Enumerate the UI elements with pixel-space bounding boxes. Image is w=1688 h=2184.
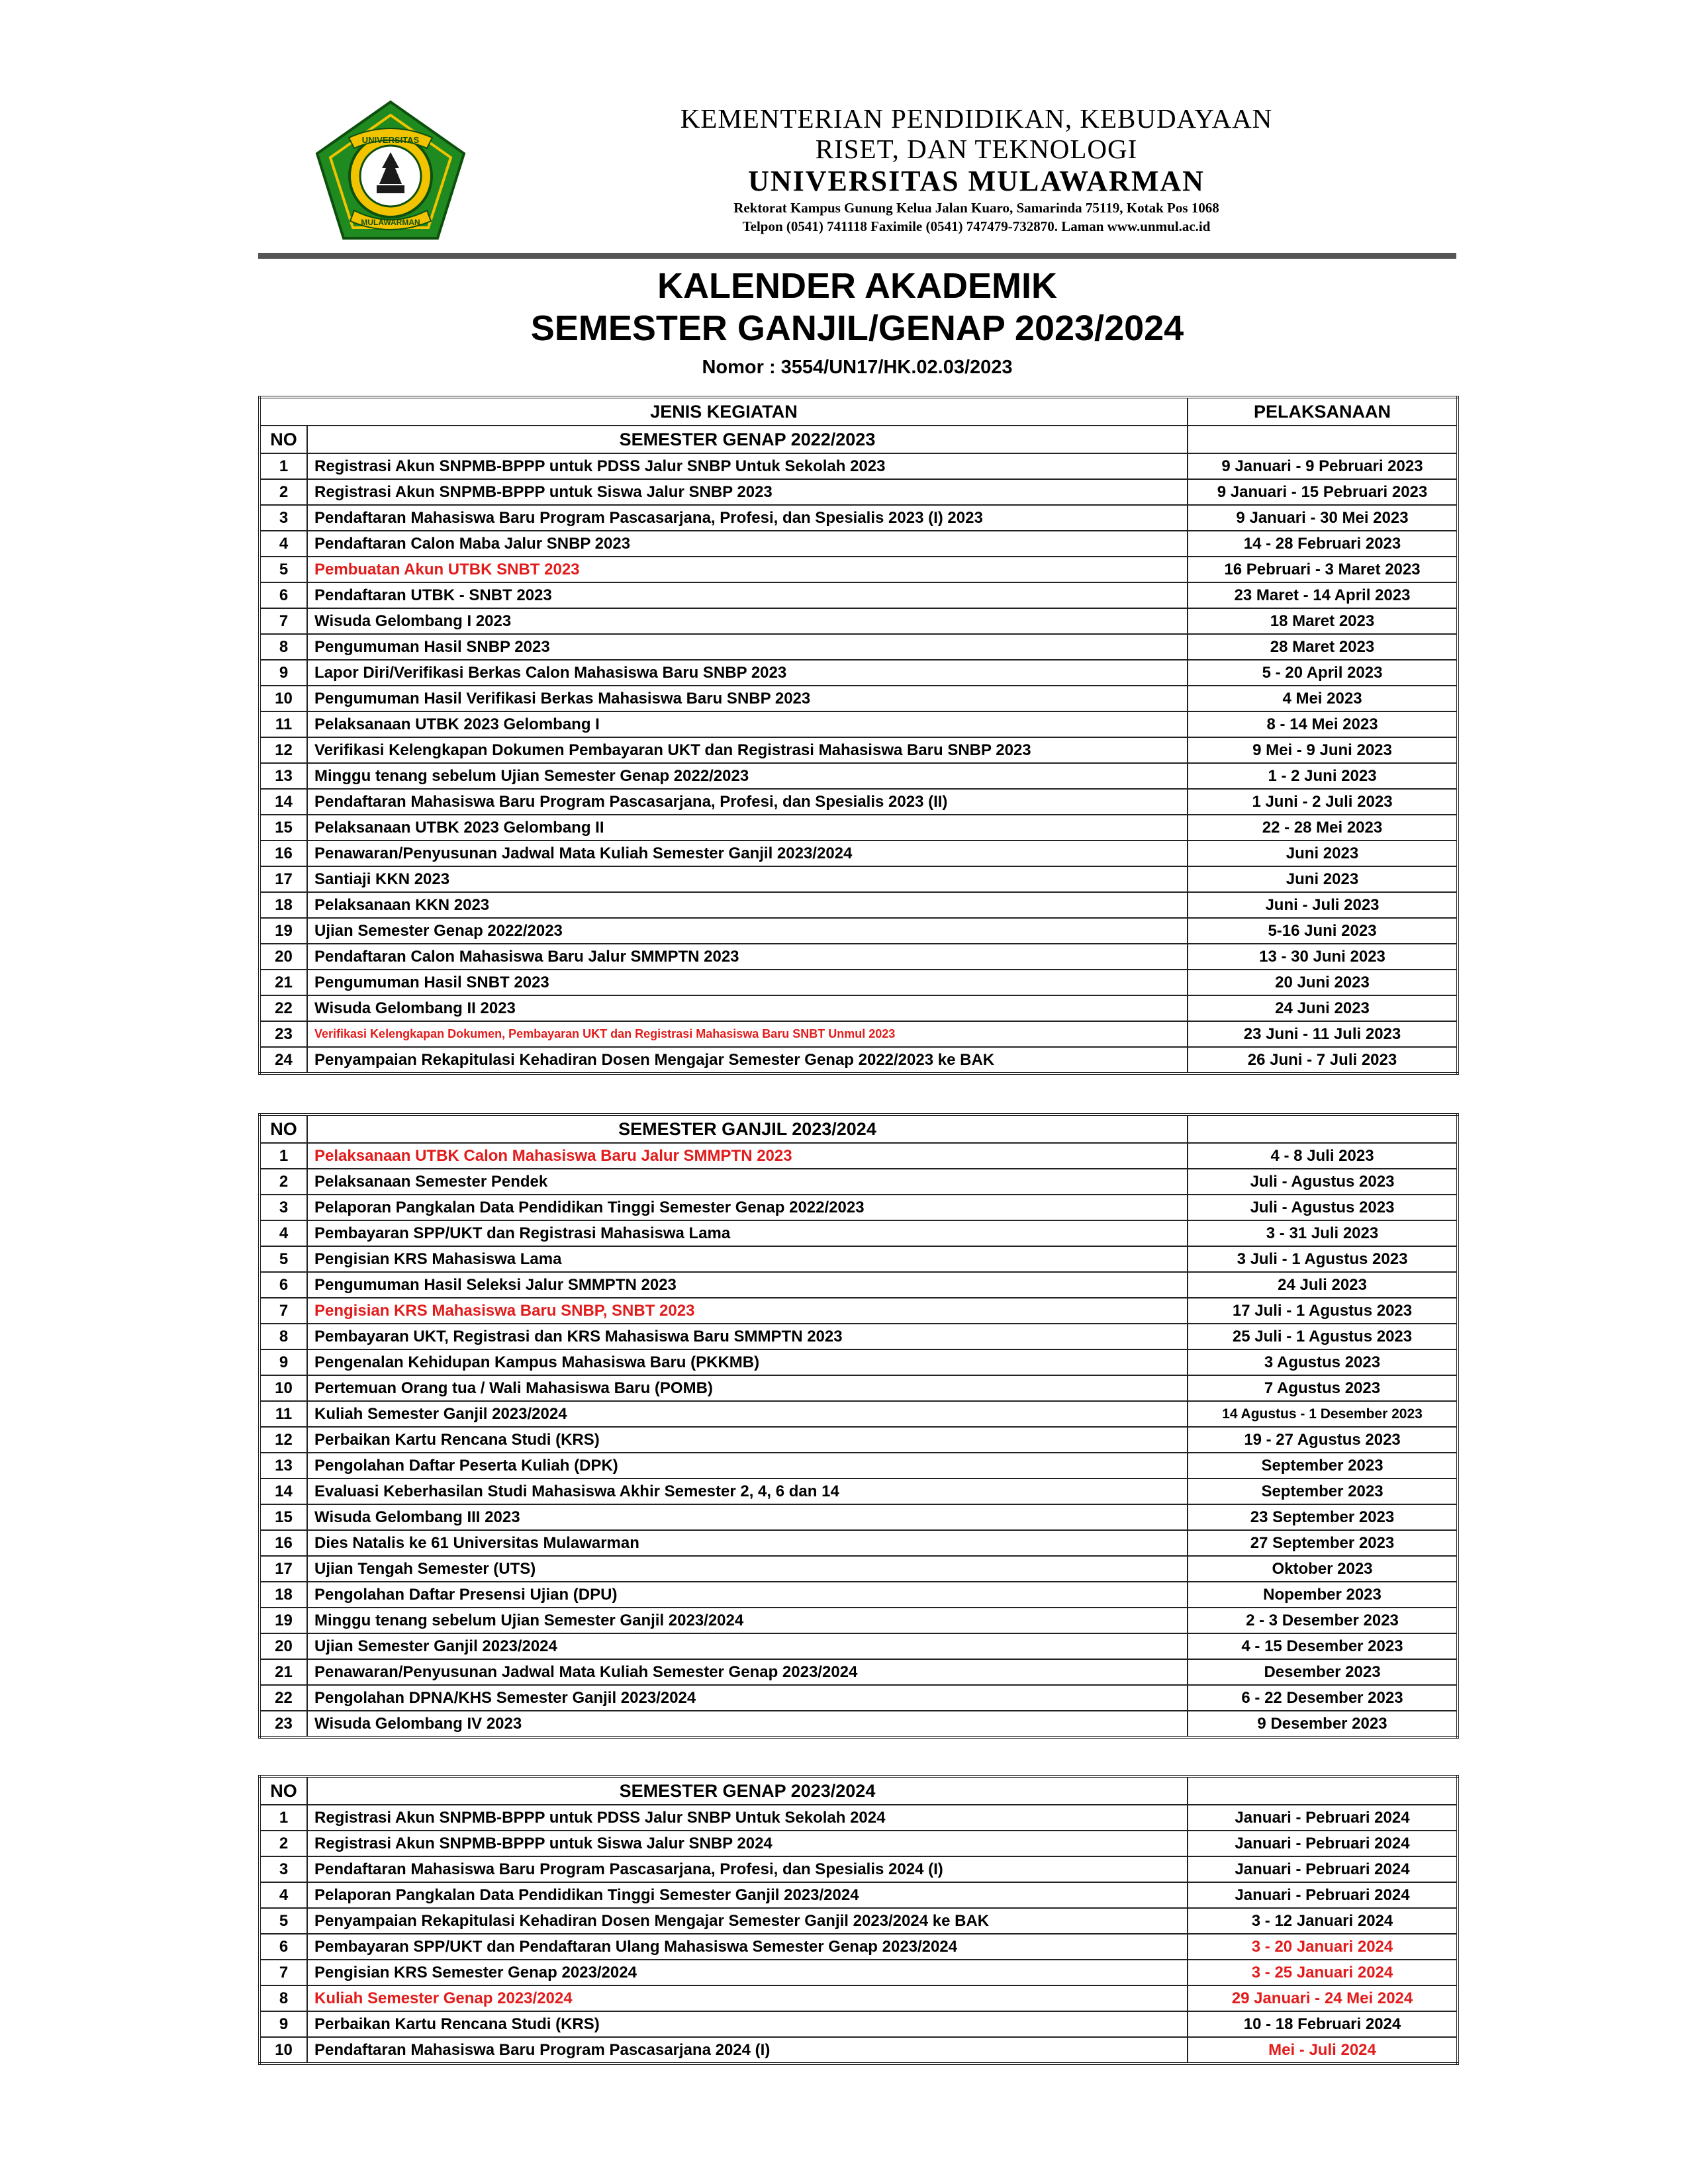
activity-cell: Registrasi Akun SNPMB-BPPP untuk Siswa Jalur SNBP 2024 bbox=[307, 1831, 1188, 1856]
row-number: 2 bbox=[259, 479, 307, 505]
row-number: 21 bbox=[259, 970, 307, 995]
date-cell: 1 - 2 Juni 2023 bbox=[1188, 763, 1458, 789]
row-number: 6 bbox=[259, 1272, 307, 1298]
table-row bbox=[259, 1633, 1458, 1659]
activity-cell: Pendaftaran Calon Maba Jalur SNBP 2023 bbox=[307, 531, 1188, 557]
row-number: 18 bbox=[259, 1582, 307, 1608]
activity-cell: Pengumuman Hasil SNBT 2023 bbox=[307, 970, 1188, 995]
activity-cell: Kuliah Semester Genap 2023/2024 bbox=[307, 1985, 1188, 2011]
calendar-table-ganjil-2023-2024 bbox=[258, 1113, 1459, 1739]
date-cell: 5-16 Juni 2023 bbox=[1188, 918, 1458, 944]
table-row bbox=[259, 1659, 1458, 1685]
table-row bbox=[259, 1608, 1458, 1633]
row-number: 23 bbox=[259, 1711, 307, 1737]
row-number: 7 bbox=[259, 1960, 307, 1985]
calendar-table-genap-2022-2023 bbox=[258, 396, 1459, 1075]
table-row bbox=[259, 1711, 1458, 1737]
date-cell: Mei - Juli 2024 bbox=[1188, 2037, 1458, 2064]
activity-cell: Pembayaran SPP/UKT dan Pendaftaran Ulang Mahasiswa Semester Genap 2023/2024 bbox=[307, 1934, 1188, 1960]
row-number: 3 bbox=[259, 505, 307, 531]
table-row bbox=[259, 1934, 1458, 1960]
table-row bbox=[259, 1908, 1458, 1934]
activity-cell: Minggu tenang sebelum Ujian Semester Ganjil 2023/2024 bbox=[307, 1608, 1188, 1633]
date-cell: 23 September 2023 bbox=[1188, 1504, 1458, 1530]
activity-cell: Lapor Diri/Verifikasi Berkas Calon Mahasiswa Baru SNBP 2023 bbox=[307, 660, 1188, 686]
university-crest-icon bbox=[314, 99, 467, 242]
row-number: 1 bbox=[259, 1143, 307, 1169]
activity-cell: Pengolahan Daftar Peserta Kuliah (DPK) bbox=[307, 1453, 1188, 1479]
activity-cell: Ujian Tengah Semester (UTS) bbox=[307, 1556, 1188, 1582]
date-cell: 17 Juli - 1 Agustus 2023 bbox=[1188, 1298, 1458, 1324]
activity-cell: Pendaftaran Mahasiswa Baru Program Pascasarjana, Profesi, dan Spesialis 2023 (II) bbox=[307, 789, 1188, 815]
row-number: 19 bbox=[259, 1608, 307, 1633]
row-number: 7 bbox=[259, 1298, 307, 1324]
date-cell: Januari - Pebruari 2024 bbox=[1188, 1882, 1458, 1908]
date-cell: 14 Agustus - 1 Desember 2023 bbox=[1188, 1401, 1458, 1427]
activity-cell: Pembayaran UKT, Registrasi dan KRS Mahasiswa Baru SMMPTN 2023 bbox=[307, 1324, 1188, 1349]
row-number: 11 bbox=[259, 711, 307, 737]
activity-cell: Penawaran/Penyusunan Jadwal Mata Kuliah Semester Genap 2023/2024 bbox=[307, 1659, 1188, 1685]
title-line-1: KALENDER AKADEMIK bbox=[657, 266, 1057, 306]
table-row bbox=[259, 1195, 1458, 1220]
activity-cell: Pelaksanaan UTBK 2023 Gelombang II bbox=[307, 815, 1188, 841]
table-row bbox=[259, 1530, 1458, 1556]
table-row bbox=[259, 1504, 1458, 1530]
letterhead bbox=[258, 99, 1456, 258]
activity-cell: Pengumuman Hasil Seleksi Jalur SMMPTN 2023 bbox=[307, 1272, 1188, 1298]
table-row bbox=[259, 1856, 1458, 1882]
table-row bbox=[259, 789, 1458, 815]
table-row bbox=[259, 557, 1458, 582]
row-number: 17 bbox=[259, 1556, 307, 1582]
activity-cell: Ujian Semester Ganjil 2023/2024 bbox=[307, 1633, 1188, 1659]
date-cell: 22 - 28 Mei 2023 bbox=[1188, 815, 1458, 841]
activity-cell: Pelaksanaan Semester Pendek bbox=[307, 1169, 1188, 1195]
row-number: 2 bbox=[259, 1831, 307, 1856]
row-number: 5 bbox=[259, 1908, 307, 1934]
row-number: 22 bbox=[259, 995, 307, 1021]
row-number: 3 bbox=[259, 1856, 307, 1882]
row-number: 10 bbox=[259, 1375, 307, 1401]
table-row bbox=[259, 841, 1458, 866]
activity-cell: Kuliah Semester Ganjil 2023/2024 bbox=[307, 1401, 1188, 1427]
table-row bbox=[259, 2037, 1458, 2064]
activity-cell: Pengisian KRS Semester Genap 2023/2024 bbox=[307, 1960, 1188, 1985]
date-cell: Januari - Pebruari 2024 bbox=[1188, 1856, 1458, 1882]
section-blank-cell bbox=[1188, 1115, 1458, 1143]
section-blank-cell bbox=[1188, 1776, 1458, 1805]
section-header-row bbox=[259, 426, 1458, 453]
row-number: 21 bbox=[259, 1659, 307, 1685]
row-number: 1 bbox=[259, 453, 307, 479]
table-row bbox=[259, 1143, 1458, 1169]
row-number: 16 bbox=[259, 841, 307, 866]
table-row bbox=[259, 1427, 1458, 1453]
header-no: NO bbox=[259, 1115, 307, 1143]
table-row bbox=[259, 815, 1458, 841]
activity-cell: Perbaikan Kartu Rencana Studi (KRS) bbox=[307, 1427, 1188, 1453]
logo-top-text: UNIVERSITAS bbox=[361, 135, 420, 145]
date-cell: Juli - Agustus 2023 bbox=[1188, 1195, 1458, 1220]
row-number: 8 bbox=[259, 1324, 307, 1349]
activity-cell: Pelaksanaan UTBK 2023 Gelombang I bbox=[307, 711, 1188, 737]
date-cell: Nopember 2023 bbox=[1188, 1582, 1458, 1608]
section-title: SEMESTER GENAP 2023/2024 bbox=[307, 1776, 1188, 1805]
table-row bbox=[259, 1375, 1458, 1401]
date-cell: 3 Agustus 2023 bbox=[1188, 1349, 1458, 1375]
activity-cell: Pengisian KRS Mahasiswa Baru SNBP, SNBT 2023 bbox=[307, 1298, 1188, 1324]
header-jenis-kegiatan: JENIS KEGIATAN bbox=[259, 397, 1188, 426]
row-number: 17 bbox=[259, 866, 307, 892]
section-title: SEMESTER GANJIL 2023/2024 bbox=[307, 1115, 1188, 1143]
calendar-table-genap-2023-2024 bbox=[258, 1775, 1459, 2065]
row-number: 5 bbox=[259, 1246, 307, 1272]
row-number: 19 bbox=[259, 918, 307, 944]
table-row bbox=[259, 918, 1458, 944]
activity-cell: Pelaporan Pangkalan Data Pendidikan Tinggi Semester Ganjil 2023/2024 bbox=[307, 1882, 1188, 1908]
table-row bbox=[259, 1047, 1458, 1073]
table-row bbox=[259, 608, 1458, 634]
table-row bbox=[259, 1324, 1458, 1349]
row-number: 14 bbox=[259, 789, 307, 815]
date-cell: 14 - 28 Februari 2023 bbox=[1188, 531, 1458, 557]
table-row bbox=[259, 711, 1458, 737]
activity-cell: Verifikasi Kelengkapan Dokumen Pembayaran UKT dan Registrasi Mahasiswa Baru SNBP 2023 bbox=[307, 737, 1188, 763]
activity-cell: Pembuatan Akun UTBK SNBT 2023 bbox=[307, 557, 1188, 582]
table-row bbox=[259, 1985, 1458, 2011]
row-number: 8 bbox=[259, 634, 307, 660]
activity-cell: Dies Natalis ke 61 Universitas Mulawarman bbox=[307, 1530, 1188, 1556]
date-cell: 5 - 20 April 2023 bbox=[1188, 660, 1458, 686]
date-cell: 3 - 12 Januari 2024 bbox=[1188, 1908, 1458, 1934]
row-number: 20 bbox=[259, 1633, 307, 1659]
row-number: 10 bbox=[259, 2037, 307, 2064]
date-cell: 19 - 27 Agustus 2023 bbox=[1188, 1427, 1458, 1453]
activity-cell: Pendaftaran Mahasiswa Baru Program Pascasarjana 2024 (I) bbox=[307, 2037, 1188, 2064]
table-row bbox=[259, 1169, 1458, 1195]
table-row bbox=[259, 970, 1458, 995]
table-row bbox=[259, 1220, 1458, 1246]
row-number: 11 bbox=[259, 1401, 307, 1427]
university-address: Rektorat Kampus Gunung Kelua Jalan Kuaro, Samarinda 75119, Kotak Pos 1068 bbox=[733, 200, 1219, 216]
date-cell: 3 - 31 Juli 2023 bbox=[1188, 1220, 1458, 1246]
date-cell: September 2023 bbox=[1188, 1453, 1458, 1479]
date-cell: 20 Juni 2023 bbox=[1188, 970, 1458, 995]
date-cell: 25 Juli - 1 Agustus 2023 bbox=[1188, 1324, 1458, 1349]
row-number: 1 bbox=[259, 1805, 307, 1831]
activity-cell: Pendaftaran Calon Mahasiswa Baru Jalur SMMPTN 2023 bbox=[307, 944, 1188, 970]
activity-cell: Penyampaian Rekapitulasi Kehadiran Dosen Mengajar Semester Genap 2022/2023 ke BAK bbox=[307, 1047, 1188, 1073]
logo-bottom-text: MULAWARMAN bbox=[361, 218, 420, 227]
table-row bbox=[259, 505, 1458, 531]
date-cell: 28 Maret 2023 bbox=[1188, 634, 1458, 660]
date-cell: 7 Agustus 2023 bbox=[1188, 1375, 1458, 1401]
date-cell: 29 Januari - 24 Mei 2024 bbox=[1188, 1985, 1458, 2011]
date-cell: 1 Juni - 2 Juli 2023 bbox=[1188, 789, 1458, 815]
table-row bbox=[259, 866, 1458, 892]
row-number: 16 bbox=[259, 1530, 307, 1556]
activity-cell: Pendaftaran Mahasiswa Baru Program Pascasarjana, Profesi, dan Spesialis 2024 (I) bbox=[307, 1856, 1188, 1882]
row-number: 12 bbox=[259, 1427, 307, 1453]
activity-cell: Pengenalan Kehidupan Kampus Mahasiswa Baru (PKKMB) bbox=[307, 1349, 1188, 1375]
date-cell: 23 Maret - 14 April 2023 bbox=[1188, 582, 1458, 608]
activity-cell: Santiaji KKN 2023 bbox=[307, 866, 1188, 892]
row-number: 13 bbox=[259, 763, 307, 789]
table-row bbox=[259, 995, 1458, 1021]
table-row bbox=[259, 763, 1458, 789]
activity-cell: Registrasi Akun SNPMB-BPPP untuk PDSS Jalur SNBP Untuk Sekolah 2024 bbox=[307, 1805, 1188, 1831]
date-cell: 27 September 2023 bbox=[1188, 1530, 1458, 1556]
table-row bbox=[259, 2011, 1458, 2037]
row-number: 10 bbox=[259, 686, 307, 711]
date-cell: 3 - 20 Januari 2024 bbox=[1188, 1934, 1458, 1960]
table-row bbox=[259, 634, 1458, 660]
table-row bbox=[259, 1453, 1458, 1479]
letterhead-text bbox=[496, 103, 1456, 236]
row-number: 8 bbox=[259, 1985, 307, 2011]
date-cell: Juni - Juli 2023 bbox=[1188, 892, 1458, 918]
date-cell: 4 - 15 Desember 2023 bbox=[1188, 1633, 1458, 1659]
table-row bbox=[259, 453, 1458, 479]
activity-cell: Pengolahan Daftar Presensi Ujian (DPU) bbox=[307, 1582, 1188, 1608]
date-cell: 24 Juni 2023 bbox=[1188, 995, 1458, 1021]
row-number: 9 bbox=[259, 2011, 307, 2037]
activity-cell: Minggu tenang sebelum Ujian Semester Genap 2022/2023 bbox=[307, 763, 1188, 789]
table-row bbox=[259, 737, 1458, 763]
date-cell: 23 Juni - 11 Juli 2023 bbox=[1188, 1021, 1458, 1047]
row-number: 20 bbox=[259, 944, 307, 970]
section-title: SEMESTER GENAP 2022/2023 bbox=[307, 426, 1188, 453]
activity-cell: Verifikasi Kelengkapan Dokumen, Pembayaran UKT dan Registrasi Mahasiswa Baru SNBT Unmul 2023 bbox=[307, 1021, 1188, 1047]
activity-cell: Wisuda Gelombang III 2023 bbox=[307, 1504, 1188, 1530]
date-cell: Desember 2023 bbox=[1188, 1659, 1458, 1685]
activity-cell: Registrasi Akun SNPMB-BPPP untuk PDSS Jalur SNBP Untuk Sekolah 2023 bbox=[307, 453, 1188, 479]
date-cell: Juli - Agustus 2023 bbox=[1188, 1169, 1458, 1195]
section-blank-cell bbox=[1188, 426, 1458, 453]
table-row bbox=[259, 660, 1458, 686]
table-row bbox=[259, 1479, 1458, 1504]
ministry-line-1: KEMENTERIAN PENDIDIKAN, KEBUDAYAAN bbox=[680, 103, 1273, 134]
table-row bbox=[259, 1246, 1458, 1272]
date-cell: 13 - 30 Juni 2023 bbox=[1188, 944, 1458, 970]
activity-cell: Pelaporan Pangkalan Data Pendidikan Tinggi Semester Genap 2022/2023 bbox=[307, 1195, 1188, 1220]
header-no: NO bbox=[259, 426, 307, 453]
date-cell: Januari - Pebruari 2024 bbox=[1188, 1831, 1458, 1856]
activity-cell: Ujian Semester Genap 2022/2023 bbox=[307, 918, 1188, 944]
row-number: 15 bbox=[259, 1504, 307, 1530]
date-cell: Juni 2023 bbox=[1188, 841, 1458, 866]
row-number: 9 bbox=[259, 1349, 307, 1375]
table-row bbox=[259, 686, 1458, 711]
date-cell: 18 Maret 2023 bbox=[1188, 608, 1458, 634]
activity-cell: Wisuda Gelombang IV 2023 bbox=[307, 1711, 1188, 1737]
row-number: 9 bbox=[259, 660, 307, 686]
activity-cell: Pengumuman Hasil SNBP 2023 bbox=[307, 634, 1188, 660]
table-row bbox=[259, 892, 1458, 918]
date-cell: 6 - 22 Desember 2023 bbox=[1188, 1685, 1458, 1711]
activity-cell: Wisuda Gelombang I 2023 bbox=[307, 608, 1188, 634]
activity-cell: Pengumuman Hasil Verifikasi Berkas Mahasiswa Baru SNBP 2023 bbox=[307, 686, 1188, 711]
row-number: 5 bbox=[259, 557, 307, 582]
date-cell: 24 Juli 2023 bbox=[1188, 1272, 1458, 1298]
row-number: 24 bbox=[259, 1047, 307, 1073]
university-name: UNIVERSITAS MULAWARMAN bbox=[748, 165, 1205, 197]
row-number: 12 bbox=[259, 737, 307, 763]
row-number: 6 bbox=[259, 582, 307, 608]
table-row bbox=[259, 531, 1458, 557]
row-number: 4 bbox=[259, 1882, 307, 1908]
row-number: 15 bbox=[259, 815, 307, 841]
date-cell: Januari - Pebruari 2024 bbox=[1188, 1805, 1458, 1831]
activity-cell: Pendaftaran Mahasiswa Baru Program Pascasarjana, Profesi, dan Spesialis 2023 (I) 2023 bbox=[307, 505, 1188, 531]
university-contact: Telpon (0541) 741118 Faximile (0541) 747479-732870. Laman www.unmul.ac.id bbox=[742, 218, 1211, 234]
date-cell: 16 Pebruari - 3 Maret 2023 bbox=[1188, 557, 1458, 582]
activity-cell: Pelaksanaan UTBK Calon Mahasiswa Baru Jalur SMMPTN 2023 bbox=[307, 1143, 1188, 1169]
date-cell: 9 Mei - 9 Juni 2023 bbox=[1188, 737, 1458, 763]
table-row bbox=[259, 944, 1458, 970]
activity-cell: Perbaikan Kartu Rencana Studi (KRS) bbox=[307, 2011, 1188, 2037]
activity-cell: Pembayaran SPP/UKT dan Registrasi Mahasiswa Lama bbox=[307, 1220, 1188, 1246]
row-number: 4 bbox=[259, 531, 307, 557]
table-row bbox=[259, 1021, 1458, 1047]
table-row bbox=[259, 479, 1458, 505]
university-logo bbox=[314, 99, 467, 242]
header-pelaksanaan: PELAKSANAAN bbox=[1188, 397, 1458, 426]
date-cell: 10 - 18 Februari 2024 bbox=[1188, 2011, 1458, 2037]
row-number: 2 bbox=[259, 1169, 307, 1195]
table-row bbox=[259, 1882, 1458, 1908]
title-line-2: SEMESTER GANJIL/GENAP 2023/2024 bbox=[530, 308, 1184, 348]
row-number: 3 bbox=[259, 1195, 307, 1220]
table-row bbox=[259, 1960, 1458, 1985]
table-row bbox=[259, 1582, 1458, 1608]
table-row bbox=[259, 1349, 1458, 1375]
row-number: 4 bbox=[259, 1220, 307, 1246]
date-cell: 4 Mei 2023 bbox=[1188, 686, 1458, 711]
row-number: 13 bbox=[259, 1453, 307, 1479]
date-cell: 4 - 8 Juli 2023 bbox=[1188, 1143, 1458, 1169]
date-cell: 3 Juli - 1 Agustus 2023 bbox=[1188, 1246, 1458, 1272]
activity-cell: Evaluasi Keberhasilan Studi Mahasiswa Akhir Semester 2, 4, 6 dan 14 bbox=[307, 1479, 1188, 1504]
table-row bbox=[259, 1272, 1458, 1298]
date-cell: 2 - 3 Desember 2023 bbox=[1188, 1608, 1458, 1633]
date-cell: Oktober 2023 bbox=[1188, 1556, 1458, 1582]
table-row bbox=[259, 1556, 1458, 1582]
activity-cell: Pendaftaran UTBK - SNBT 2023 bbox=[307, 582, 1188, 608]
table-row bbox=[259, 1805, 1458, 1831]
date-cell: September 2023 bbox=[1188, 1479, 1458, 1504]
date-cell: 8 - 14 Mei 2023 bbox=[1188, 711, 1458, 737]
activity-cell: Pengolahan DPNA/KHS Semester Ganjil 2023/2024 bbox=[307, 1685, 1188, 1711]
activity-cell: Pengisian KRS Mahasiswa Lama bbox=[307, 1246, 1188, 1272]
table-row bbox=[259, 582, 1458, 608]
row-number: 14 bbox=[259, 1479, 307, 1504]
date-cell: Juni 2023 bbox=[1188, 866, 1458, 892]
activity-cell: Wisuda Gelombang II 2023 bbox=[307, 995, 1188, 1021]
row-number: 7 bbox=[259, 608, 307, 634]
table-header-row bbox=[259, 397, 1458, 426]
header-no: NO bbox=[259, 1776, 307, 1805]
row-number: 6 bbox=[259, 1934, 307, 1960]
section-header-row bbox=[259, 1776, 1458, 1805]
table-row bbox=[259, 1401, 1458, 1427]
activity-cell: Penyampaian Rekapitulasi Kehadiran Dosen Mengajar Semester Ganjil 2023/2024 ke BAK bbox=[307, 1908, 1188, 1934]
activity-cell: Pertemuan Orang tua / Wali Mahasiswa Baru (POMB) bbox=[307, 1375, 1188, 1401]
letterhead-divider bbox=[258, 253, 1456, 259]
date-cell: 9 Januari - 30 Mei 2023 bbox=[1188, 505, 1458, 531]
table-row bbox=[259, 1831, 1458, 1856]
activity-cell: Penawaran/Penyusunan Jadwal Mata Kuliah Semester Ganjil 2023/2024 bbox=[307, 841, 1188, 866]
table-row bbox=[259, 1685, 1458, 1711]
date-cell: 26 Juni - 7 Juli 2023 bbox=[1188, 1047, 1458, 1073]
document-title bbox=[258, 265, 1456, 381]
date-cell: 9 Januari - 15 Pebruari 2023 bbox=[1188, 479, 1458, 505]
table-row bbox=[259, 1298, 1458, 1324]
date-cell: 9 Desember 2023 bbox=[1188, 1711, 1458, 1737]
row-number: 22 bbox=[259, 1685, 307, 1711]
section-header-row bbox=[259, 1115, 1458, 1143]
date-cell: 9 Januari - 9 Pebruari 2023 bbox=[1188, 453, 1458, 479]
activity-cell: Registrasi Akun SNPMB-BPPP untuk Siswa Jalur SNBP 2023 bbox=[307, 479, 1188, 505]
row-number: 23 bbox=[259, 1021, 307, 1047]
ministry-line-2: RISET, DAN TEKNOLOGI bbox=[815, 134, 1138, 164]
document-number: Nomor : 3554/UN17/HK.02.03/2023 bbox=[702, 357, 1013, 378]
row-number: 18 bbox=[259, 892, 307, 918]
activity-cell: Pelaksanaan KKN 2023 bbox=[307, 892, 1188, 918]
date-cell: 3 - 25 Januari 2024 bbox=[1188, 1960, 1458, 1985]
